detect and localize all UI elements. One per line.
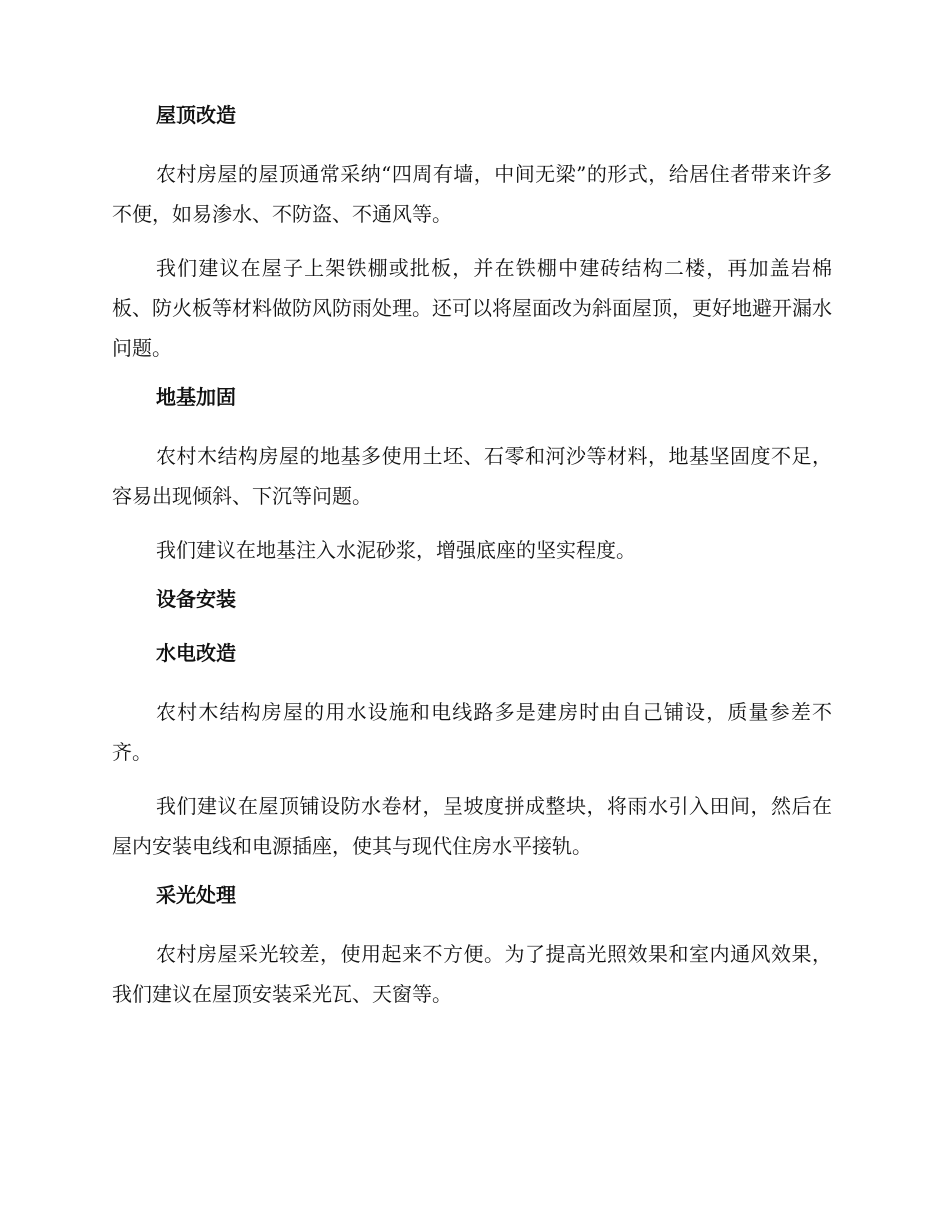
paragraph: 农村木结构房屋的用水设施和电线路多是建房时由自己铺设，质量参差不齐。 (112, 700, 832, 764)
section-heading-roof: 屋顶改造 (156, 103, 236, 127)
document-body (112, 100, 832, 1028)
paragraph: 我们建议在地基注入水泥砂浆，增强底座的坚实程度。 (156, 538, 636, 562)
paragraph: 我们建议在屋顶铺设防水卷材，呈坡度拼成整块，将雨水引入田间，然后在屋内安装电线和电源插座，使其与现代住房水平接轨。 (112, 794, 832, 858)
section-heading-lighting: 采光处理 (156, 883, 236, 907)
paragraph: 农村房屋采光较差，使用起来不方便。为了提高光照效果和室内通风效果，我们建议在屋顶安装采光瓦、天窗等。 (112, 942, 832, 1006)
paragraph: 农村木结构房屋的地基多使用土坯、石零和河沙等材料，地基坚固度不足，容易出现倾斜、下沉等问题。 (112, 444, 832, 508)
paragraph: 我们建议在屋子上架铁棚或批板，并在铁棚中建砖结构二楼，再加盖岩棉板、防火板等材料做防风防雨处理。还可以将屋面改为斜面屋顶，更好地避开漏水问题。 (112, 256, 832, 360)
section-heading-equipment: 设备安装 (156, 587, 236, 611)
section-heading-foundation: 地基加固 (156, 385, 236, 409)
section-heading-plumbing-electric: 水电改造 (156, 641, 236, 665)
paragraph: 农村房屋的屋顶通常采纳“四周有墙，中间无梁”的形式，给居住者带来许多不便，如易渗水、不防盗、不通风等。 (112, 162, 832, 226)
